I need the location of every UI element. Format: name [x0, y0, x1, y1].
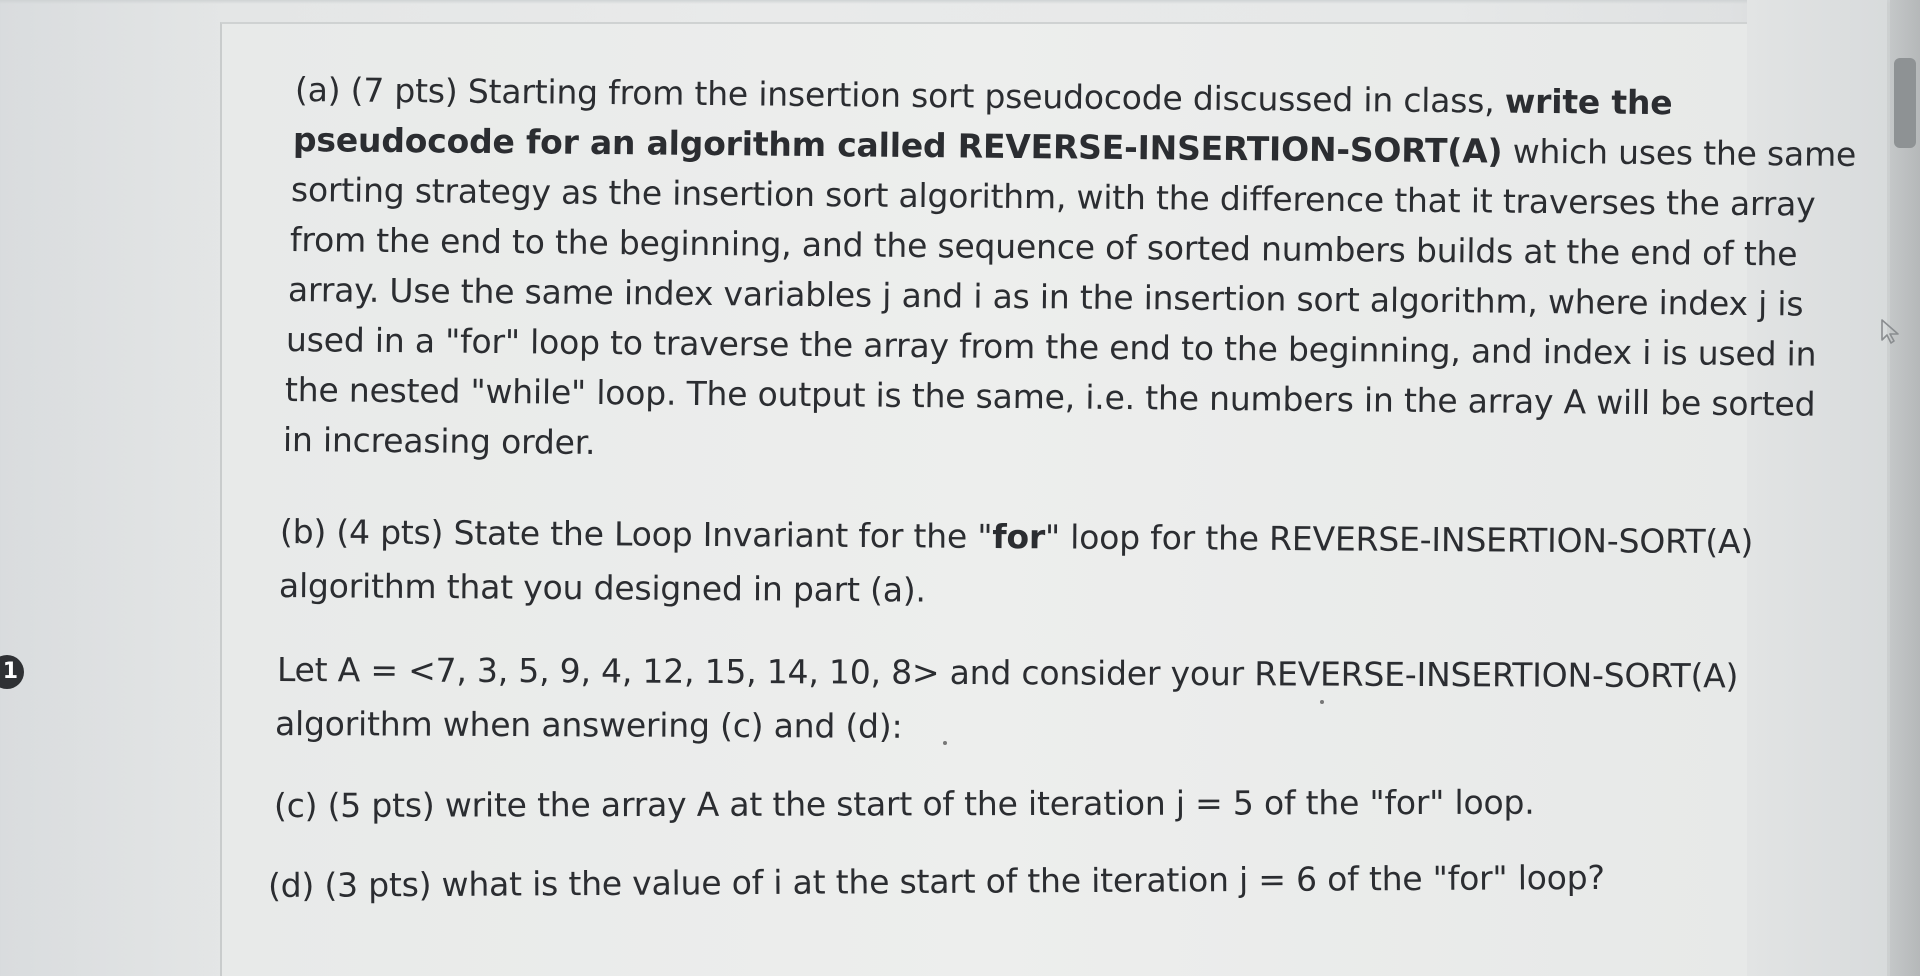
- part-b-intro: (b) (4 pts) State the Loop Invariant for the ": [279, 512, 993, 556]
- part-b-for-bold: for: [992, 516, 1046, 557]
- part-a-intro: (a) (7 pts) Starting from the insertion sort pseudocode discussed in class,: [294, 70, 1506, 121]
- part-c-text: (c) (5 pts) write the array A at the start of the iteration j = 5 of the "for" loop.: [273, 782, 1535, 825]
- part-a-line-3: sorting strategy as the insertion sort algorithm, with the difference that it traverses the array: [290, 170, 1816, 224]
- given-array-line-1: Let A = <7, 3, 5, 9, 4, 12, 15, 14, 10, 8> and consider your REVERSE-INSERTION-SORT(A): [276, 650, 1739, 696]
- part-b-line-1-rest: " loop for the REVERSE-INSERTION-SORT(A): [1044, 517, 1754, 562]
- part-a-line-5: array. Use the same index variables j and i as in the insertion sort algorithm, where index j is: [287, 270, 1804, 324]
- part-a-line-2-rest: which uses the same: [1502, 131, 1857, 175]
- scrollbar-thumb[interactable]: [1894, 58, 1916, 148]
- part-a-line-4: from the end to the beginning, and the sequence of sorted numbers builds at the end of the: [289, 220, 1798, 274]
- part-b-line-2: algorithm that you designed in part (a).: [278, 566, 926, 610]
- part-a-line-7: the nested "while" loop. The output is the same, i.e. the numbers in the array A will be sorted: [284, 370, 1816, 424]
- top-edge: [0, 0, 1920, 4]
- given-array-line-2: algorithm when answering (c) and (d):: [274, 704, 903, 746]
- part-a-line-6: used in a "for" loop to traverse the array from the end to the beginning, and index i is used in: [285, 320, 1817, 374]
- scrollbar[interactable]: [1890, 0, 1920, 976]
- part-a-instruction-bold: write the: [1504, 81, 1673, 123]
- speck-mark: [943, 741, 947, 745]
- part-a-algorithm-name-bold: pseudocode for an algorithm called REVERSE-INSERTION-SORT(A): [292, 120, 1503, 171]
- question-number-badge: 1: [0, 655, 24, 689]
- speck-mark: [1320, 700, 1324, 704]
- part-a-line-8: in increasing order.: [282, 420, 596, 462]
- mouse-cursor-icon: [1880, 318, 1902, 344]
- part-d-text: (d) (3 pts) what is the value of i at the start of the iteration j = 6 of the "for" loop?: [267, 857, 1605, 905]
